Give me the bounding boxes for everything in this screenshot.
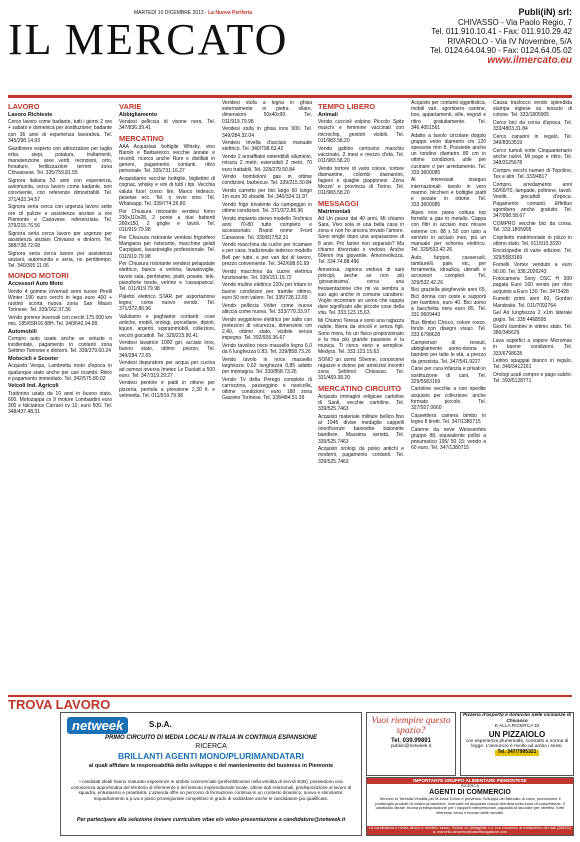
pizza-cerca: E ALLA RICERCA DI (494, 724, 540, 730)
classified-ad: Vendo carretto per bici largo 60 lungo 1m euro 30 sbiaditi. Tel. 340/324.11.97 (222, 188, 312, 201)
classified-ad: Vendo frigo trivalente da campeggio in ottime condizioni. Tel. 371/372.86.96 (222, 202, 312, 215)
classified-ad: Acquisto immagini religiose cartoline di Santi, vecchie cartoline. Tel. 339/525.7463 (318, 393, 404, 413)
classified-ad: Lava superfici a vapore Micromax in buone condizioni. Tel. 333/6798628 (493, 338, 572, 357)
classified-ad: Al interessati inseguo internazionali: tavolo in vero marmo, bicchieri e bottiglie piatti e posate in ottone. Tel. 333.3600085 (411, 177, 486, 209)
classified-ad: Adatto a tavolo circolare doppio gruppo vetro diametro cm 120 spessore mm 8. Possiede anche un tondino diametro 80 cm in ottime condizioni, utile per cucinare o per arredamento. Tel. 333.3600085 (411, 132, 486, 176)
classified-ad: Vendo Tv della Perego completo di carrozzina, passeggino e navicella, ottime condizioni; euro 180 zona Gassino Torinese. Tel. 338/484.51.39 (222, 376, 312, 402)
classified-ad: Valutiamo e paghiamo contanti: cose antiche, mobili, orologi, porcellane, dipinti, liquori, argenti, soprammobili, collezioni, vecchi giocattoli. Tel. 329/215.90.41 (119, 313, 215, 339)
section-title: MESSAGGI (318, 198, 359, 208)
classified-ad: Caterne da neve Weissenfels gruppo 88, equivalente pollici a pneumatico 195/ 50 15; vendo a 60 euro. Tel. 347/1380715 (411, 426, 486, 452)
classified-ad: Trattorino usato da 10 anni in buono stato, 600. Motozappa cv 9 motore Lombardini euro 300 e falciatrice Carraro cv 10, euro 500. Tel. 348/437.48.31 (8, 390, 112, 416)
classified-ad: Vendo macchina da cucire per ricamare e per casa, tradizionale tedesco modello Bell per tutte, e per vari tipi di lavoro, prezzo conveniente. Tel. 342/698.01.69 (222, 242, 312, 267)
section-title: LAVORO (8, 102, 40, 111)
classified-ad: Acquistiamo vecchie bottiglie, bigliettini di cognac, whisky e vini di tutti i tipi. Vecchia valuta fuori corso: lire, Marco tedesco, pesetas ecc. Tel. o invio sms: Tel. Whatsapp. Tel. 339/774.26.80 (119, 176, 215, 207)
classified-ad: Vendo gomme invernali con cerchi 175.000 km mis. 185/65R16 88H. Tel. 340/642.94.89 (8, 314, 112, 328)
subsection-title: Veicoli Ind. Agricoli (8, 383, 59, 390)
classified-ad: Fotocamera Sony DSC H 300 pagata Euro 160 vendo per ritiro acquisto a Euro 130. Tel. 3473428 (493, 276, 572, 295)
classified-ad: Campionari di tessuti, abbigliamento uomo-donna e bambini per tutte le età, a prezzo da grossista. Tel. 347/541.9227 (411, 340, 486, 365)
netweek-logo: netweek (67, 717, 128, 734)
classified-ad: Cerco tumuli notte Cinquantenario anche nuovi. Mi pago e ritiro. Tel. 348/3125678 (493, 147, 572, 167)
subsection-title: Animali (318, 112, 338, 118)
classified-ad: Vendo tortore di vario colore, tortore diamantine, colombi diamantini, fagiani e quaglie giapponesi. Zona Mezze' e provincia di Torino. Tel. 011/983.58.20 (318, 165, 404, 197)
classified-ad: Auto, furgoni, casseruoli, tamburelli, pale, etc, per ferramenta, idraulica, utensili e accessori completi. Tel. 329/532.42.26 (411, 254, 486, 286)
classified-ad: Vendesi lavatrice 1000 giri, acciaio inox, buono stato, ottimo prezzo. Tel. 349/284.72.65 (119, 340, 215, 359)
classified-ad: Cerco bici da corsa d'epoca. Tel. 333/4803.31.84 (493, 120, 572, 133)
agenti-head: IMPORTANTE GRUPPO ALIMENTARE PIEMONTESE (367, 778, 573, 784)
address-chivasso: CHIVASSO - Via Paolo Regio, 7 (458, 17, 572, 27)
netweek-tagline: PRIMO CIRCUITO DI MEDIA LOCALI IN ITALIA IN CONTINUA ESPANSIONE (104, 735, 317, 741)
classified-ad: Cartoline vecchie a non spedite acquisto per collezione: anche formato piccolo. Tel. 327/927.0060 (411, 386, 486, 412)
classified-ad: Vendo impianto stereo modello Technics anni 70-80 tutto completo e accessoriato. Brand nome Front Canavese. Tel. 339/817/52.31 (222, 215, 312, 241)
subsection-title: Matrimoniali (318, 208, 351, 215)
vuoi-ad (366, 712, 456, 776)
vuoi-phone: Tel. 039.99891 (391, 738, 431, 744)
classified-ad: Bus Bimbo Chicco, colore rosso, fondo con disegni vivaci. Tel. 333.6798628 (411, 319, 486, 339)
section-title: VARIE (119, 102, 142, 111)
pizza-phone: Tel. 347/7995321 (495, 750, 540, 756)
column-6 (493, 100, 572, 695)
classified-ad: Compro auto usate anche se vetuste o incidentate, pagamento in contanti zona Settimo Torinese e dintorni. Tel. 339/379.60.24 (8, 336, 112, 355)
agenti-desc: Servizio in Teresita Vendita per la zona Torino e provincia. Sviluppo del fatturato di zona, promozione il portafoglio prodotti di nostra produzione, ricercare ed acquisire nuova clientela nella zona di competenza. Il candidato ideale: buona predisposizione per i rapporti interpersonali, capacità di lavorare per obiettivi, forte interesse verso il mondo delle vendite. (375, 795, 565, 816)
classified-ad: Vendo tavolo in noce massello larghezza 0,62 lunghezza 0,85 adatto per montagna. Tel. 339/858.73.26 (222, 356, 312, 376)
classified-ad: Cerco canarini in regalo. Tel. 349/8353519 (493, 134, 572, 147)
column-5 (411, 100, 486, 695)
vuoi-text: Vuoi riempire questo spazio? (371, 716, 451, 736)
classified-ad: Gel Air lunghezza 2 x1m laterale grigio. Tel. 335 4468595 (493, 310, 572, 323)
netweek-ad (60, 712, 362, 836)
classified-ad: Lettino spaggiai bianco in regalo. Tel. 349/3412161 (493, 358, 572, 371)
classified-ad: Copriletto matrimoniale in pizzo in ottimo stato. Tel. 011/910.3020 (493, 234, 572, 247)
classified-ad: Vendo pelliccia Volter come nuova alticcia come nuova. Tel. 333/770.33.97 (222, 302, 312, 315)
website-link[interactable]: www.ilmercato.eu (487, 54, 572, 66)
subsection-title: Lavoro Richieste (8, 112, 53, 118)
logo: IL MERCATO (8, 15, 289, 64)
header-rule (8, 95, 572, 98)
masthead (8, 6, 572, 94)
classified-ad: Mi Chiamo Teresa e sono una ragazza nubile, libera da vincoli e senza figli. Sono mora, ho un fisico proporzionato e la mia più grande passione è la musica. Ti cerco serio e semplice. Medyss. Tel. 333.123.15.63 (318, 318, 404, 356)
classified-ad: Cerco lavoro come badante, tutti i giorni 2 ore + sabato e domenica per sostituzione; badante con 36 anni di esperienza lavorativa. Tel. 345/298.14.93 (8, 119, 112, 144)
classified-ad: Cassettiera camera bimbo in legno 8 tiretti. Tel. 347/1380715 (411, 412, 486, 425)
netweek-headline: BRILLANTI AGENTI MONO/PLURIMANDATARI (118, 751, 304, 761)
classified-ad: Ad Un passo dai 40 anni, Mi chiamo Sara. Vivo sola in una bella casa in zona e non ho ancora trovato l'amore. Sono single dopo una separazione di 8 anni. Pro fanno non separato? Ma chiamo divorziato o vedovo. Anche 60enni ma giovanile. Amorevolezza. Tel. 334.74.88.496 (318, 215, 404, 266)
column-3 (222, 100, 312, 695)
pizza-top: Pizzeria d'asporto e domicilio nelle vicinanze di Chivasso (462, 713, 572, 724)
agenti-ad (366, 777, 574, 836)
classified-ad: Vendesi pelliccia di visone nera. Tel. 347/836.39.41 (119, 119, 215, 132)
agenti-ricerca: RICERCA (460, 783, 479, 788)
classified-ad: AAA Acquistasi bottiglie Whisky, vino Barolo e Barbaresco vecchie annate e recenti, ricerco anche Rum e distillati in genere, pagamento contanti, ritiro personale. Tel. 335/731.16.27 (119, 143, 215, 175)
classified-ad: Fornelli Vortex venduto a euro 90,00. Tel. 338.2026243 (493, 262, 572, 275)
trova-lavoro-title: TROVA LAVORO (8, 697, 111, 712)
classified-ad: Vendesi stufa a legna in ghisa esternamente in pietra ollare, dimensioni 50x40x90. Tel. 011/919.79.98 (222, 100, 312, 125)
classified-ad: Vendo mulino elettrico 220v per tritare in buone condizioni per tramite ottimo, euro 50 non valore. Tel. 335/728.12.65 (222, 282, 312, 301)
classified-ad: Vendesi depuratore per acqua per cucina ad osmosi inversa Imetec Le Duolatt a 500 euro. Tel. 347/319.29.27 (119, 360, 215, 379)
classified-ad: Compro, arredamento anni 50/60/70, lampade, poltrone, tavoli. Vestiti, giocattoli d'epoca. Pagamento contanti. Effettuo sgombero anche gratuito. Tel. 347/098.58.67 (493, 181, 572, 219)
classified-ad: Vendo 4 gomme invernali semi nuove Pirelli Winter 190 euro cerchi in lega euro 400 + ruotino scorta nuova zona San Mauro Torinese. Tel. 339/162.37.36 (8, 288, 112, 314)
vuoi-email[interactable]: publiin@netweek.it (390, 744, 432, 749)
classified-ad: Signora seria cerca lavoro per assistenza anziani, automunita e seria, no perditempo. Tel. 340/305.11.06 (8, 250, 112, 270)
section-title: MERCATINO CIRCUITO (318, 383, 402, 393)
classified-ad: Vendesi pentole e piatti in ottone per pizzeria, pentola a pressione 2,30 lt. e vetrinetta. Tel. 011/919.79.98 (119, 380, 215, 399)
classified-ad: Paletto elettrico STAR per asportazione legno; come nuovo vendo. Tel. 371/372.86.96 (119, 293, 215, 313)
classified-ad: Signora seria cerca con urgenza lavoro sette ore di pulizie e assistenza anziani a ore Piemonte e Canavese, referenziata. Tel. 379/215.76.56 (8, 204, 112, 229)
classified-ad: Vendo tavolino noce massello legno 6,0 da 6 lunghezza 0.83. Tel. 339/858.73.26 (222, 342, 312, 356)
classifieds-columns (8, 100, 572, 695)
classified-ad: Vendo macchina da cucire elettrica funzionante. Tel. 339/151.16.72 (222, 268, 312, 281)
classified-ad: Annarosa, signora vedova di sani principi, anche se non più 'giovanissima', cerca una frequentazione che mi va sembra a suo agio anche in comune carattere. Voglio incontrare un uomo che sappia dare significato alle piccole cose della vita. Tel. 333.123.15.63 (318, 266, 404, 317)
classified-ad: Vendo seggiolone elettrico per salto con protezioni di sicurezza, dimensioni cm 2,40, ottimo stato, visibile senza impegno. Tel. 392/926.36.67 (222, 316, 312, 342)
pizza-headline: UN PIZZAIOLO (488, 729, 546, 739)
issue-line: MARTEDÌ 10 DICEMBRE 2013 - La Nuova Periferia (134, 10, 253, 16)
classified-ad: Acquisto materiale militare bellico fino al 1945 divise medaglie cappelli onorificenze baionette baionette bandiere. Massima serietà. Tel. 339/525.7463 (318, 413, 404, 445)
column-4 (318, 100, 404, 695)
netweek-footer: Per partecipare alla selezione inviare curriculum vitae e/o video-presentazione a candidature@netweek.it (76, 817, 346, 823)
netweek-spa: S.p.A. (149, 720, 172, 729)
section-title: TEMPO LIBERO (318, 102, 376, 111)
brand: Publi(iN) srl: (518, 7, 572, 17)
classified-ad: COMPRO vecchie bici da corsa. Tel. 333.1805905 (493, 220, 572, 233)
classified-ad: Enciclopedie di varie edizioni. Tel. 329/5583169 (493, 248, 572, 261)
classified-ad: Vendesi stufa in ghisa inox 900. Tel. 349/284.32.04 (222, 126, 312, 139)
classified-ad: SONO un uomo 50enne, conoscerei ragazze e donne per amicizia/ incontri zona Settimo/ Chivasso. Tel. 331/469.38.20 (318, 356, 404, 382)
netweek-ricerca: RICERCA (195, 743, 227, 750)
netweek-body: I candidati ideali hanno maturato esperienze in ambito commerciale (preferibilmente nella vendita di servizi B2B), possiedono una conoscenza approfondita del territorio di riferimento e del tessuto imprenditoriale locale, ottime doti relazionali, predisposizione al lavoro di squadra, entusiasmo e proattività. L'azienda offre un percorso di formazione continua in un contesto dinamico, nuovo e stimolante. Inquadramento a p.iva e piano provvigionale competitivo in grado di soddisfare anche le candidature più qualificate. (70, 779, 352, 801)
address-rivarolo: RIVAROLO - Via IV Novembre, 5/A (447, 36, 572, 46)
agenti-headline: AGENTI DI COMMERCIO (429, 788, 511, 796)
classified-ad: Compro vecchi numeri di Topolino, Tex e altri. Tel. 333/4817 (493, 168, 572, 181)
section-title: MONDO MOTORI (8, 271, 69, 281)
subsection-title: Motocicli e Scooter (8, 356, 59, 363)
phone-chivasso: Tel. 011.910.10.41 - Fax: 011.910.29.42 (431, 27, 572, 36)
classified-ad: Acquisto per contanti oggettistica, mobili vari, sgombero cantine, box, appartamenti, ville, negozi e ritiro gratuitamente. Tel. 346.4051561 (411, 100, 486, 131)
classified-ad: Orologi usati compro e pago subito. Tel. 393/5128771 (493, 372, 572, 385)
classified-ad: Vendo 2 annaffiatoi estendibili alluminio, misura 2 metri, estensibili 2 metri, 70 euro trattabili. Tel. 328/279.50.84 (222, 154, 312, 173)
subsection-title: Automobili (8, 328, 37, 335)
classified-ad: Signora italiana 53 anni con esperienza, automunita, cerca lavoro come badante, non convivente, con referenze dimostrabili. Tel. 371/433.34.57 (8, 178, 112, 203)
subsection-title: Abbigliamento (119, 112, 158, 118)
classified-ad: Giardiniere esperto con attrezzature per taglio erba, siepi, potatura, trattamenti, manutenzione aree verdi, recinzioni, orto, fresature, fertilizzazioni terreni zona Chivassese. Tel. 335/759.81.55 (8, 145, 112, 177)
netweek-headline-2: ai quali affidare la responsabilità dello sviluppo e del mantenimento del business in Piemonte (88, 763, 334, 769)
classified-ad: Per Chiusura ristorante vendesi frigorifero Mangiana per ristorante, macchine gelati Carpigiani, lavastoviglie professionale. Tel. 011/919.79.98 (119, 234, 215, 260)
contact-block (367, 8, 572, 65)
classified-ad: Bici graziella pieghevole anni 65, Bici donna con ceste e supporti per bambino, euro 40. Bici uomo a bacchetta nera euro 85. Tel. 331.9609443 (411, 287, 486, 319)
classified-ad: Vendo cuccioli volpino Piccolo Spitz maschi e femmine vaccinati con microchip, genitori visibili. Tel. 011/983.58.20 (318, 119, 404, 144)
classified-ad: Acquisto Vespa, Lambretta moto d'epoca in qualunque stato anche per uso ricambi. Ritiro e pagamento immediato. Tel. 342/575.80.02 (8, 363, 112, 382)
classified-ad: Vendo gattino certosino maschio vaccinato, 2 mesi e mezzo d'età. Tel. 011/983.58.20 (318, 145, 404, 164)
column-1 (8, 100, 112, 695)
subsection-title: Accessori Auto Moto (8, 281, 63, 288)
pizzaiolo-ad (460, 712, 574, 776)
classified-ad: Vendesi trivella d'acciaio manuale elettrico. Tel. 340/798.63.42 (222, 140, 312, 153)
section-title: MERCATINO (119, 133, 164, 143)
classified-ad: Causa traslocco vendo splendida stampa inglese su tessuto di cotone. Tel. 333/1805905 (493, 100, 572, 119)
column-2 (119, 100, 215, 695)
classified-ad: Alpes inox piano cottura top fornello a gas in metallo. Cappa con filtri in acciaio inox misure esterne cm. 88 x 50 con tubo a servizio in acciaio inox, più un manuale per schema elettrico. Tel. 329/532.42.26 (411, 209, 486, 254)
classified-ad: Fumetti primi anni 60, Gordon Mandrake. Tel. 011/7092764 (493, 296, 572, 309)
agenti-footer: La candidatura è rivolta all'uno e dell'altro sesso. Inviare un dettagliato c.v. con consenso al trattamento dei dati (196/03) a: marcello.dimarino@caseificiogalione.com (367, 826, 573, 835)
pizza-desc: con esperienza pluriennale, contratto a norma di legge. L'annuncio è rivolto ad ambo i sessi. (465, 738, 569, 750)
classified-ad: Per Chiusura ristorante vendesi pelapatate elettrico, banco a vetrina, lavastoviglie, tavolo sala, pentolame, piatti, posate, tele, pianoforte tonde, vetrine e 'cassapanca'. Tel. 011/919.79.98 (119, 261, 215, 293)
classified-ad: Per Chiusura ristorante vendesi forno 230x110x28, 2 ponte a due battenti 260x150, 2 griglie e tavoli. Tel. 011/919.79.98 (119, 208, 215, 234)
classified-ad: Signora seria cerca lavoro per urgenze per assistenza anziani Chivasso e dintorni. Tel. 388/738.72.68 (8, 230, 112, 250)
classified-ad: Giochi bambini in ottimo stato. Tel. 389/345629 (493, 324, 572, 337)
phone-rivarolo: Tel. 0124.64.04.90 - Fax: 0124.64.05.02 (430, 46, 572, 55)
classified-ad: Acquisto orologi da polso antichi e moderni, pagamento contanti. Tel. 339/525.7463 (318, 446, 404, 465)
classified-ad: Vendo bomboloni gas in ottime condizioni, barbecue. Tel. 339/215.30.84 (222, 174, 312, 187)
classified-ad: Cane per cura infanzia e privati in sostituzione di cani. Tel. 329/5583169 (411, 366, 486, 385)
